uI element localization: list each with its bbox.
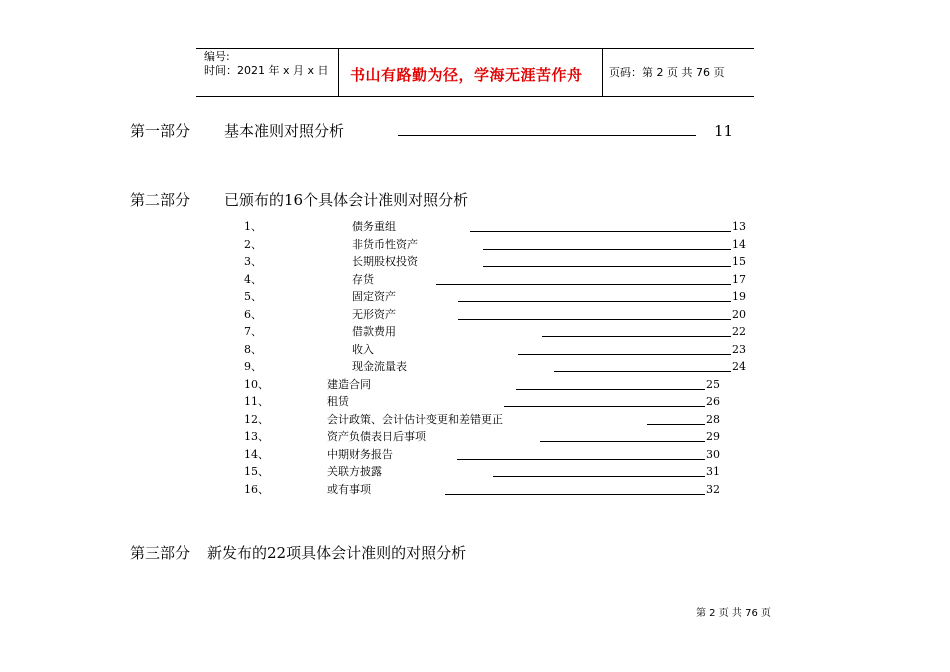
toc-item-page: 26 xyxy=(706,395,720,408)
toc-item-number: 8、 xyxy=(244,342,262,356)
part2-title: 已颁布的16个具体会计准则对照分析 xyxy=(224,191,469,209)
toc-item-leader xyxy=(458,319,731,320)
toc-item-number: 2、 xyxy=(244,237,262,251)
toc-item-leader xyxy=(493,476,705,477)
toc-item-number: 4、 xyxy=(244,272,262,286)
toc-item-leader xyxy=(504,406,705,407)
toc-item-page: 15 xyxy=(732,255,746,268)
toc-item-title: 中期财务报告 xyxy=(327,447,393,461)
toc-item-number: 9、 xyxy=(244,360,262,373)
toc-item-leader xyxy=(540,441,705,442)
toc-item-title: 现金流量表 xyxy=(352,360,407,373)
footer-page-number: 第 2 页 共 76 页 xyxy=(696,608,771,619)
toc-item-page: 22 xyxy=(732,325,746,338)
toc-item-title: 借款费用 xyxy=(352,325,396,338)
toc-item-page: 14 xyxy=(732,237,746,251)
toc-item-number: 15、 xyxy=(244,465,269,478)
toc-item-title: 租赁 xyxy=(327,395,349,408)
toc-item-number: 14、 xyxy=(244,447,269,461)
part3-title: 新发布的22项具体会计准则的对照分析 xyxy=(207,544,467,562)
toc-item-title: 收入 xyxy=(352,342,374,356)
toc-item-leader xyxy=(445,494,705,495)
toc-item-title: 资产负债表日后事项 xyxy=(327,430,426,443)
toc-item-number: 11、 xyxy=(244,395,269,408)
toc-item-page: 29 xyxy=(706,430,720,443)
toc-item-number: 5、 xyxy=(244,290,262,303)
part1-leader xyxy=(398,135,696,136)
toc-item-leader xyxy=(483,266,731,267)
toc-item-number: 10、 xyxy=(244,377,269,391)
toc-item-leader xyxy=(458,301,731,302)
time-label: 时间：2021 年 x 月 x 日 xyxy=(204,64,329,77)
part1-label: 第一部分 xyxy=(130,122,191,140)
toc-item-leader xyxy=(554,371,731,372)
toc-item-title: 固定资产 xyxy=(352,290,396,303)
toc-item-page: 17 xyxy=(732,272,746,286)
toc-item-leader xyxy=(516,389,705,390)
toc-item-title: 关联方披露 xyxy=(327,465,382,478)
toc-item-leader xyxy=(483,249,731,250)
toc-item-page: 23 xyxy=(732,342,746,356)
toc-item-page: 30 xyxy=(706,447,720,461)
part1-page: 11 xyxy=(714,122,734,140)
header-divider-left xyxy=(338,48,339,96)
toc-item-number: 13、 xyxy=(244,430,269,443)
toc-item-page: 25 xyxy=(706,377,720,391)
toc-item-number: 3、 xyxy=(244,255,262,268)
toc-item-number: 12、 xyxy=(244,412,269,426)
header-top-rule xyxy=(196,48,754,49)
part2-label: 第二部分 xyxy=(130,191,191,209)
toc-item-leader xyxy=(470,231,731,232)
toc-item-title: 长期股权投资 xyxy=(352,255,418,268)
toc-item-title: 无形资产 xyxy=(352,307,396,321)
toc-item-title: 或有事项 xyxy=(327,482,371,496)
toc-item-title: 非货币性资产 xyxy=(352,237,418,251)
toc-item-page: 28 xyxy=(706,412,720,426)
toc-item-page: 32 xyxy=(706,482,720,496)
toc-item-page: 24 xyxy=(732,360,746,373)
toc-item-number: 1、 xyxy=(244,220,262,233)
header-bottom-rule xyxy=(196,96,754,97)
toc-item-title: 会计政策、会计估计变更和差错更正 xyxy=(327,412,503,426)
serial-label: 编号: xyxy=(204,50,230,63)
header-motto: 书山有路勤为径，学海无涯苦作舟 xyxy=(350,66,583,84)
header-page-info: 页码：第 2 页 共 76 页 xyxy=(609,66,725,79)
part3-label: 第三部分 xyxy=(130,544,191,562)
toc-item-leader xyxy=(542,336,731,337)
toc-item-title: 建造合同 xyxy=(327,377,371,391)
part1-title: 基本准则对照分析 xyxy=(224,122,345,140)
toc-item-number: 7、 xyxy=(244,325,262,338)
toc-item-title: 债务重组 xyxy=(352,220,396,233)
toc-item-page: 20 xyxy=(732,307,746,321)
toc-item-number: 6、 xyxy=(244,307,262,321)
toc-item-page: 31 xyxy=(706,465,720,478)
toc-item-page: 13 xyxy=(732,220,746,233)
toc-item-page: 19 xyxy=(732,290,746,303)
toc-item-leader xyxy=(518,354,731,355)
toc-item-title: 存货 xyxy=(352,272,374,286)
toc-item-leader xyxy=(436,284,731,285)
toc-item-leader xyxy=(457,459,705,460)
toc-item-leader xyxy=(647,424,705,425)
toc-item-number: 16、 xyxy=(244,482,269,496)
header-divider-right xyxy=(602,48,603,96)
